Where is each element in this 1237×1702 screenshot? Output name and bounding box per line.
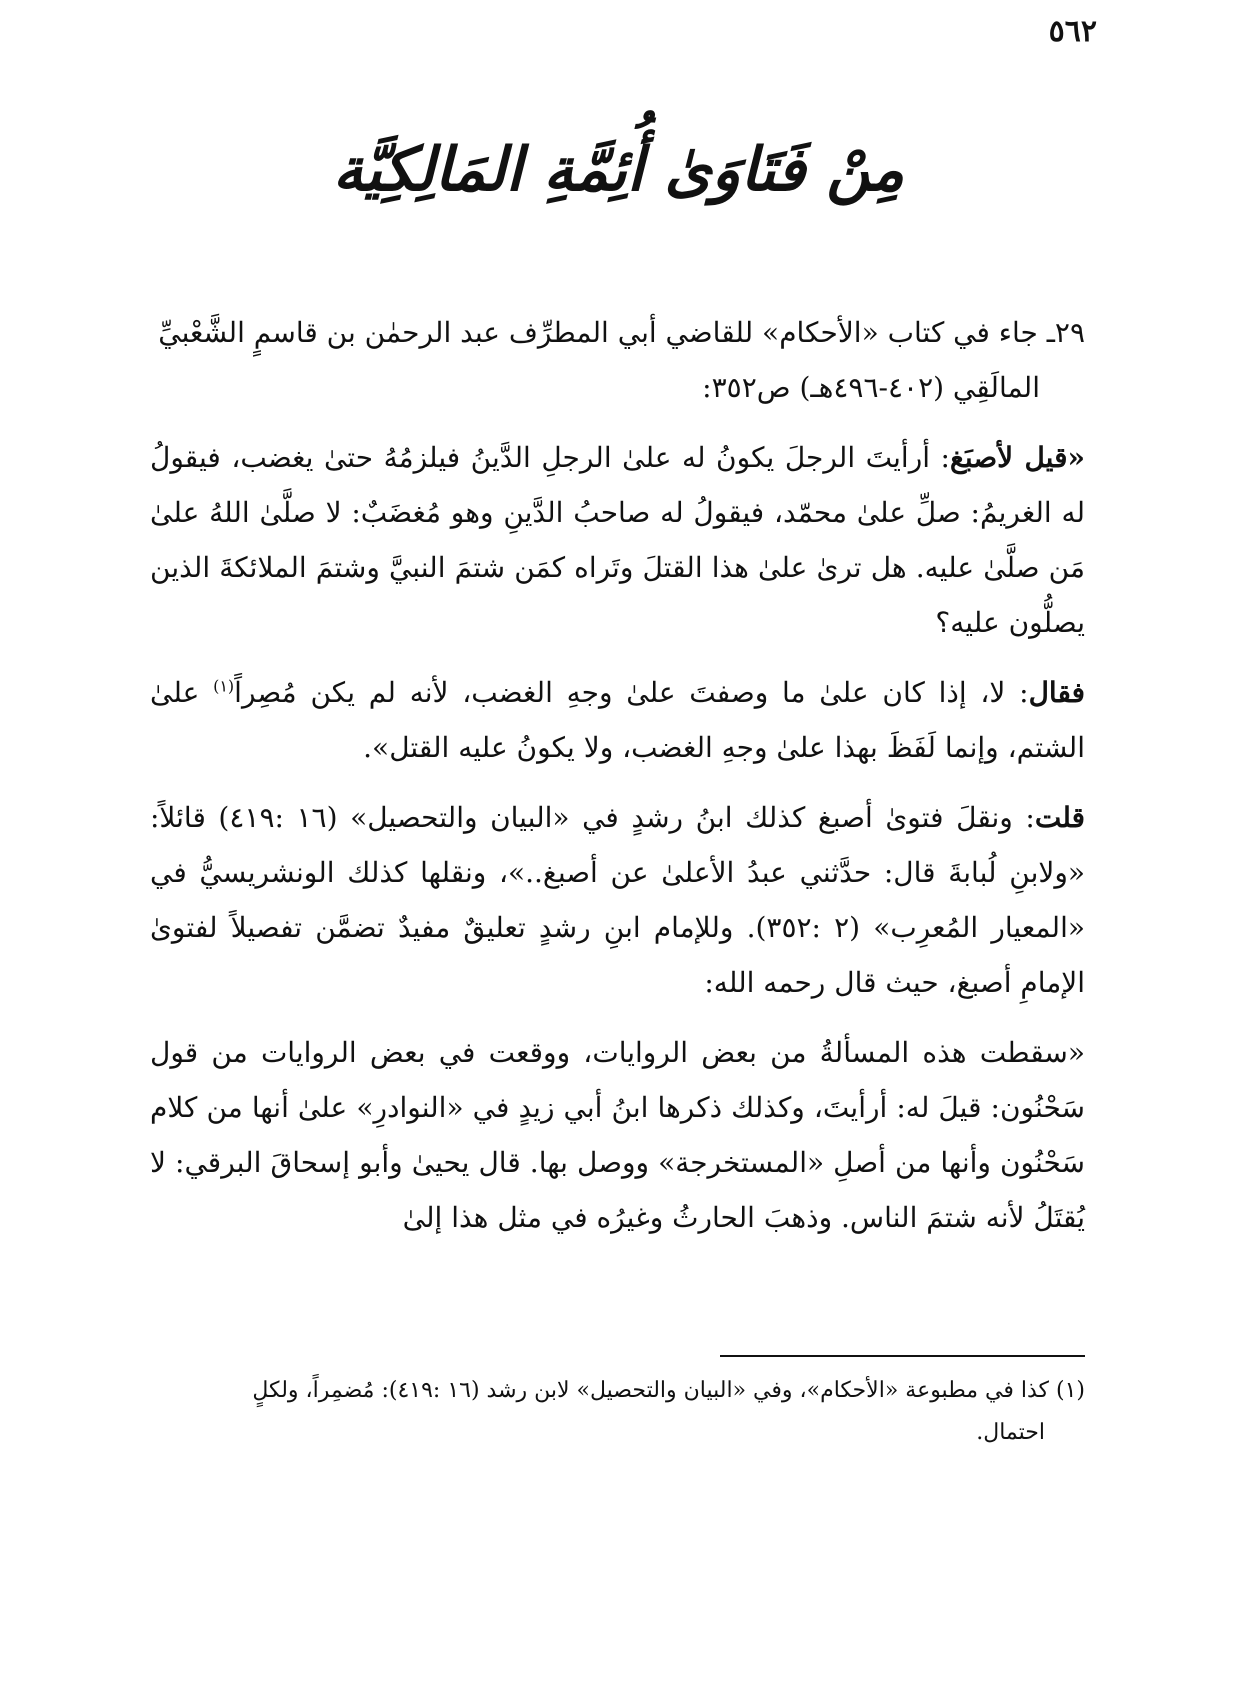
answer-text-before: : لا، إذا كان علىٰ ما وصفتَ علىٰ وجهِ الغضب، لأنه لم يكن مُصِراً (234, 676, 1029, 709)
question-paragraph (150, 430, 1085, 650)
section-title: مِنْ فَتَاوَىٰ أُئِمَّةِ المَالِكِيَّة (332, 135, 905, 205)
question-text: : أرأيتَ الرجلَ يكونُ له علىٰ الرجلِ الدَّينُ فيلزمُهُ حتىٰ يغضب، فيقولُ له الغريمُ: صلِّ علىٰ محمّد، فيقولُ له صاحبُ الدَّينِ وهو مُغضَبٌ: لا صلَّىٰ اللهُ علىٰ مَن صلَّىٰ عليه. هل ترىٰ علىٰ هذا القتلَ وتَراه كمَن شتمَ النبيَّ وشتمَ الملائكةَ الذين يصلُّون عليه؟ (150, 441, 1085, 639)
footnote-reference[interactable]: (١) (213, 676, 235, 696)
footnote-line1: (١) كذا في مطبوعة «الأحكام»، وفي «البيان والتحصيل» لابن رشد (١٦ :٤١٩): مُضمِراً، ولكلٍ (252, 1378, 1085, 1403)
answer-paragraph (150, 665, 1085, 775)
footnote (150, 1370, 1085, 1454)
question-label: «قيل لأصبَغ (949, 441, 1085, 474)
item-intro (150, 305, 1085, 415)
note-label: قلت (1034, 801, 1085, 834)
main-text (150, 305, 1085, 1260)
answer-label: فقال (1028, 676, 1085, 709)
note-text: : ونقلَ فتوىٰ أصبغ كذلك ابنُ رشدٍ في «البيان والتحصيل» (١٦ :٤١٩) قائلاً: «ولابنِ لُبابةَ قال: حدَّثني عبدُ الأعلىٰ عن أصبغ..»، ونقلها كذلك الونشريسيُّ في «المعيار المُعرِب» (٢ :٣٥٢). وللإمام ابنِ رشدٍ تعليقٌ مفيدٌ تضمَّن تفصيلاً لفتوىٰ الإمامِ أصبغ، حيث قال رحمه الله: (150, 801, 1085, 999)
footnote-divider (720, 1355, 1085, 1357)
footnote-line2: احتمال. (976, 1420, 1045, 1445)
note-paragraph (150, 790, 1085, 1010)
item-intro-line1: ٢٩ـ جاء في كتاب «الأحكام» للقاضي أبي المطرِّف عبد الرحمٰن بن قاسمٍ الشَّعْبيِّ (158, 316, 1085, 349)
answer-text-after: علىٰ الشتم، وإنما لَفَظَ بهذا علىٰ وجهِ الغضب، ولا يكونُ عليه القتل». (150, 676, 1085, 764)
page-number: ٥٦٢ (1048, 14, 1097, 49)
item-intro-line2: المالَقِي (٤٠٢-٤٩٦هـ) ص٣٥٢: (702, 371, 1040, 404)
quote-paragraph: «سقطت هذه المسألةُ من بعض الروايات، ووقعت في بعض الروايات من قول سَحْنُون: قيلَ له: أرأيتَ، وكذلك ذكرها ابنُ أبي زيدٍ في «النوادرِ» علىٰ أنها من كلام سَحْنُون وأنها من أصلِ «المستخرجة» ووصل بها. قال يحيىٰ وأبو إسحاقَ البرقي: لا يُقتَلُ لأنه شتمَ الناس. وذهبَ الحارثُ وغيرُه في مثل هذا إلىٰ (150, 1036, 1085, 1234)
